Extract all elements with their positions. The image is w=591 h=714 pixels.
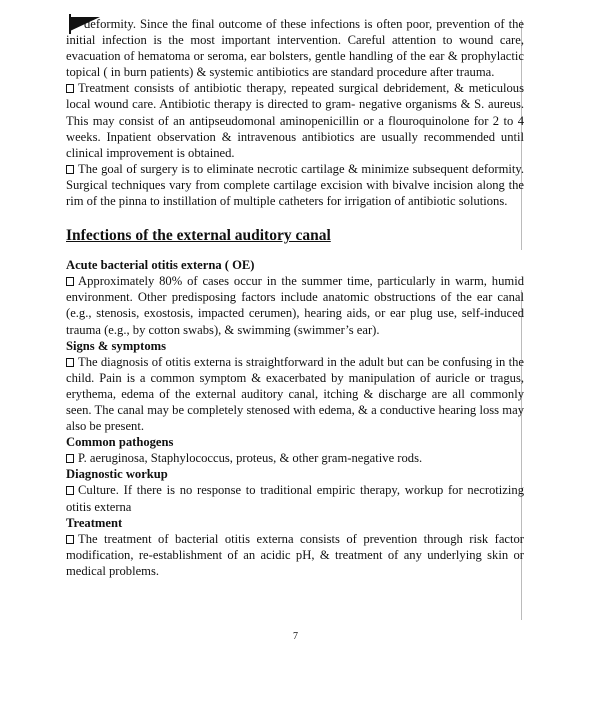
subsection-body: Culture. If there is no response to traditional empiric therapy, workup for necrotizing otitis externa <box>66 483 524 514</box>
page-number: 7 <box>293 631 298 642</box>
checkbox-bullet-icon <box>66 535 74 544</box>
subsection-heading: Acute bacterial otitis externa ( OE) <box>66 258 255 273</box>
subsection-text <box>66 450 524 466</box>
top-paragraph-text: deformity. Since the final outcome of these infections is often poor, prevention of the initial infection is the most important intervention. Careful attention to wound care, evacuation of hematoma or seroma, ear bolsters, gentle handling of the ear & prophylactic topical ( in burn patients) & systemic antibiotics are standard procedure after trauma. <box>66 17 524 80</box>
bullet-treatment <box>66 80 524 160</box>
subsection-text <box>66 482 524 514</box>
checkbox-bullet-icon <box>66 84 74 93</box>
subsection-body: The treatment of bacterial otitis externa consists of prevention through risk factor modification, re-establishment of an acidic pH, & treatment of any underlying skin or medical problems. <box>66 531 524 578</box>
subsection-text <box>66 354 524 434</box>
subsection-heading: Signs & symptoms <box>66 338 167 353</box>
subsection-heading: Treatment <box>66 515 123 530</box>
bullet-treatment-text: Treatment consists of antibiotic therapy, repeated surgical debridement, & meticulous local wound care. Antibiotic therapy is directed to gram- negative organisms & S. aureus. This may consist of an antipseudomonal aminopenicillin or a flouroquinolone for 2 to 4 weeks. Inpatient observation & intravenous antibiotics are usually recommended until clinical improvement is obtained. <box>66 81 524 160</box>
checkbox-bullet-icon <box>66 486 74 495</box>
checkbox-bullet-icon <box>66 277 74 286</box>
top-paragraph <box>66 16 524 80</box>
section-title: Infections of the external auditory canal <box>66 227 331 245</box>
subsection-list <box>66 257 524 579</box>
subsection-body: The diagnosis of otitis externa is straightforward in the adult but can be confusing in the child. Pain is a common symptom & exacerbated by manipulation of auricle or tragus, erythema, edema of the external auditory canal, itching & discharge are all commonly seen. The canal may be completely stenosed with edema, & a conductive hearing loss may also be present. <box>66 354 524 434</box>
checkbox-bullet-icon <box>66 165 74 174</box>
bullet-surgery <box>66 161 524 209</box>
bullet-surgery-text: The goal of surgery is to eliminate necrotic cartilage & minimize subsequent deformity. Surgical techniques vary from complete cartilage excision with bivalve incision along the rim of the pinna to instillation of multiple catheters for irrigation of antibiotic solutions. <box>66 161 524 209</box>
subsection-body: P. aeruginosa, Staphylococcus, proteus, & other gram-negative rods. <box>78 451 423 466</box>
checkbox-bullet-icon <box>66 358 74 367</box>
subsection-heading: Diagnostic workup <box>66 467 168 482</box>
subsection-text <box>66 273 524 337</box>
subsection-heading: Common pathogens <box>66 435 174 450</box>
subsection-body: Approximately 80% of cases occur in the summer time, particularly in warm, humid environment. Other predisposing factors include anatomic obstructions of the ear canal (e.g., stenosis, exostosis, impacted cerumen), hearing aids, or ear plug use, self-induced trauma (e.g., by cotton swabs), & swimming (swimmer’s ear). <box>66 274 524 337</box>
subsection-text <box>66 531 524 579</box>
document-page <box>66 16 524 579</box>
checkbox-bullet-icon <box>66 454 74 463</box>
